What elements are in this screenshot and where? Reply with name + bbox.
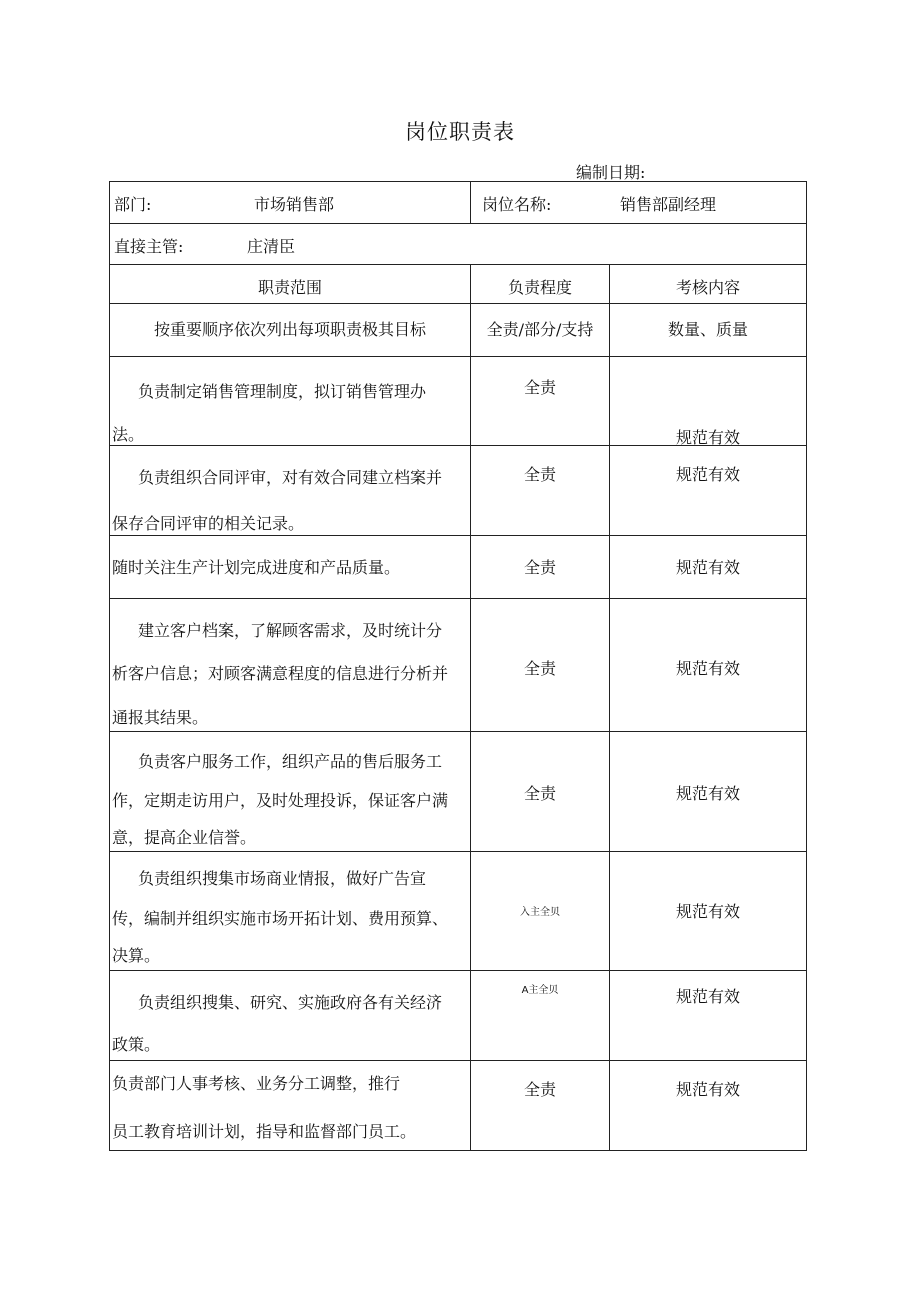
supervisor-value: 庄清臣	[247, 237, 296, 256]
header-scope: 职责范围	[257, 278, 322, 297]
duty-cell	[110, 732, 471, 852]
table-row	[110, 1061, 807, 1151]
prepared-date-label: 编制日期:	[576, 163, 646, 182]
subheader-row	[110, 304, 807, 357]
assessment-value: 规范有效	[675, 428, 740, 447]
department-value: 市场销售部	[254, 195, 335, 214]
assessment-cell	[610, 599, 807, 732]
degree-cell	[471, 732, 610, 852]
duty-line: 传，编制并组织实施市场开拓计划、费用预算、	[112, 909, 449, 928]
subheader-degree-cell	[471, 304, 610, 357]
assessment-cell	[610, 446, 807, 536]
duty-line: 建立客户档案，了解顾客需求，及时统计分	[138, 621, 443, 640]
duty-line: 析客户信息；对顾客满意程度的信息进行分析并	[112, 664, 449, 683]
duty-line: 负责制定销售管理制度，拟订销售管理办	[138, 382, 427, 401]
position-value: 销售部副经理	[620, 195, 717, 214]
duty-line: 负责部门人事考核、业务分工调整，推行	[112, 1074, 401, 1093]
duty-line: 通报其结果。	[112, 708, 209, 727]
table-row	[110, 852, 807, 971]
degree-value: 全责	[523, 465, 556, 484]
duty-line: 保存合同评审的相关记录。	[112, 514, 305, 533]
assessment-value: 规范有效	[675, 465, 740, 484]
duty-line: 作，定期走访用户，及时处理投诉，保证客户满	[112, 791, 449, 810]
assessment-value: 规范有效	[675, 558, 740, 577]
table-row	[110, 732, 807, 852]
supervisor-label: 直接主管:	[114, 237, 184, 256]
duty-line: 法。	[112, 425, 145, 444]
degree-value: 全责	[523, 378, 556, 397]
header-assessment: 考核内容	[675, 278, 740, 297]
subheader-scope: 按重要顺序依次列出每项职责极其目标	[153, 320, 426, 339]
assessment-cell	[610, 357, 807, 446]
table-row	[110, 446, 807, 536]
header-degree-cell	[471, 265, 610, 304]
duty-cell	[110, 971, 471, 1061]
duty-line: 负责客户服务工作，组织产品的售后服务工	[138, 752, 443, 771]
page-title: 岗位职责表	[405, 120, 515, 144]
header-assessment-cell	[610, 265, 807, 304]
degree-cell	[471, 1061, 610, 1151]
duty-cell	[110, 852, 471, 971]
duty-cell	[110, 599, 471, 732]
duty-line: 政策。	[112, 1035, 161, 1054]
assessment-value: 规范有效	[675, 902, 740, 921]
degree-value: 全责	[523, 659, 556, 678]
degree-cell	[471, 536, 610, 599]
table-row	[110, 971, 807, 1061]
duty-cell	[110, 446, 471, 536]
header-scope-cell	[110, 265, 471, 304]
degree-value: 全责	[523, 558, 556, 577]
duty-cell	[110, 536, 471, 599]
header-row	[110, 265, 807, 304]
degree-cell	[471, 446, 610, 536]
degree-value: 入主全贝	[520, 907, 560, 918]
table-row	[110, 536, 807, 599]
degree-cell	[471, 599, 610, 732]
info-row-supervisor	[110, 224, 807, 265]
assessment-cell	[610, 536, 807, 599]
position-cell	[471, 182, 807, 224]
duty-line: 随时关注生产计划完成进度和产品质量。	[112, 558, 401, 577]
assessment-value: 规范有效	[675, 1080, 740, 1099]
duty-line: 负责组织搜集、研究、实施政府各有关经济	[138, 993, 443, 1012]
assessment-cell	[610, 852, 807, 971]
degree-cell	[471, 971, 610, 1061]
subheader-assessment: 数量、质量	[667, 320, 748, 339]
degree-value: 全责	[523, 1080, 556, 1099]
subheader-assessment-cell	[610, 304, 807, 357]
duty-line: 决算。	[112, 946, 161, 965]
department-label: 部门:	[114, 195, 152, 214]
duty-line: 员工教育培训计划，指导和监督部门员工。	[112, 1122, 417, 1141]
duty-cell	[110, 357, 471, 446]
duty-line: 负责组织搜集市场商业情报，做好广告宣	[138, 869, 427, 888]
assessment-cell	[610, 1061, 807, 1151]
degree-cell	[471, 357, 610, 446]
duty-line: 意，提高企业信誉。	[112, 828, 257, 847]
table-row	[110, 599, 807, 732]
degree-value: 全责	[523, 784, 556, 803]
department-cell	[110, 182, 471, 224]
duty-line: 负责组织合同评审，对有效合同建立档案并	[138, 468, 443, 487]
degree-cell	[471, 852, 610, 971]
assessment-value: 规范有效	[675, 659, 740, 678]
table-row	[110, 357, 807, 446]
degree-value: A主全贝	[521, 985, 559, 996]
subheader-degree: 全责/部分/支持	[486, 320, 594, 339]
duty-cell	[110, 1061, 471, 1151]
subheader-scope-cell	[110, 304, 471, 357]
header-degree: 负责程度	[507, 278, 572, 297]
supervisor-cell	[110, 224, 807, 265]
position-label: 岗位名称:	[482, 195, 552, 214]
duty-table	[109, 181, 807, 1151]
assessment-value: 规范有效	[675, 784, 740, 803]
assessment-cell	[610, 971, 807, 1061]
assessment-value: 规范有效	[675, 987, 740, 1006]
info-row-department	[110, 182, 807, 224]
assessment-cell	[610, 732, 807, 852]
